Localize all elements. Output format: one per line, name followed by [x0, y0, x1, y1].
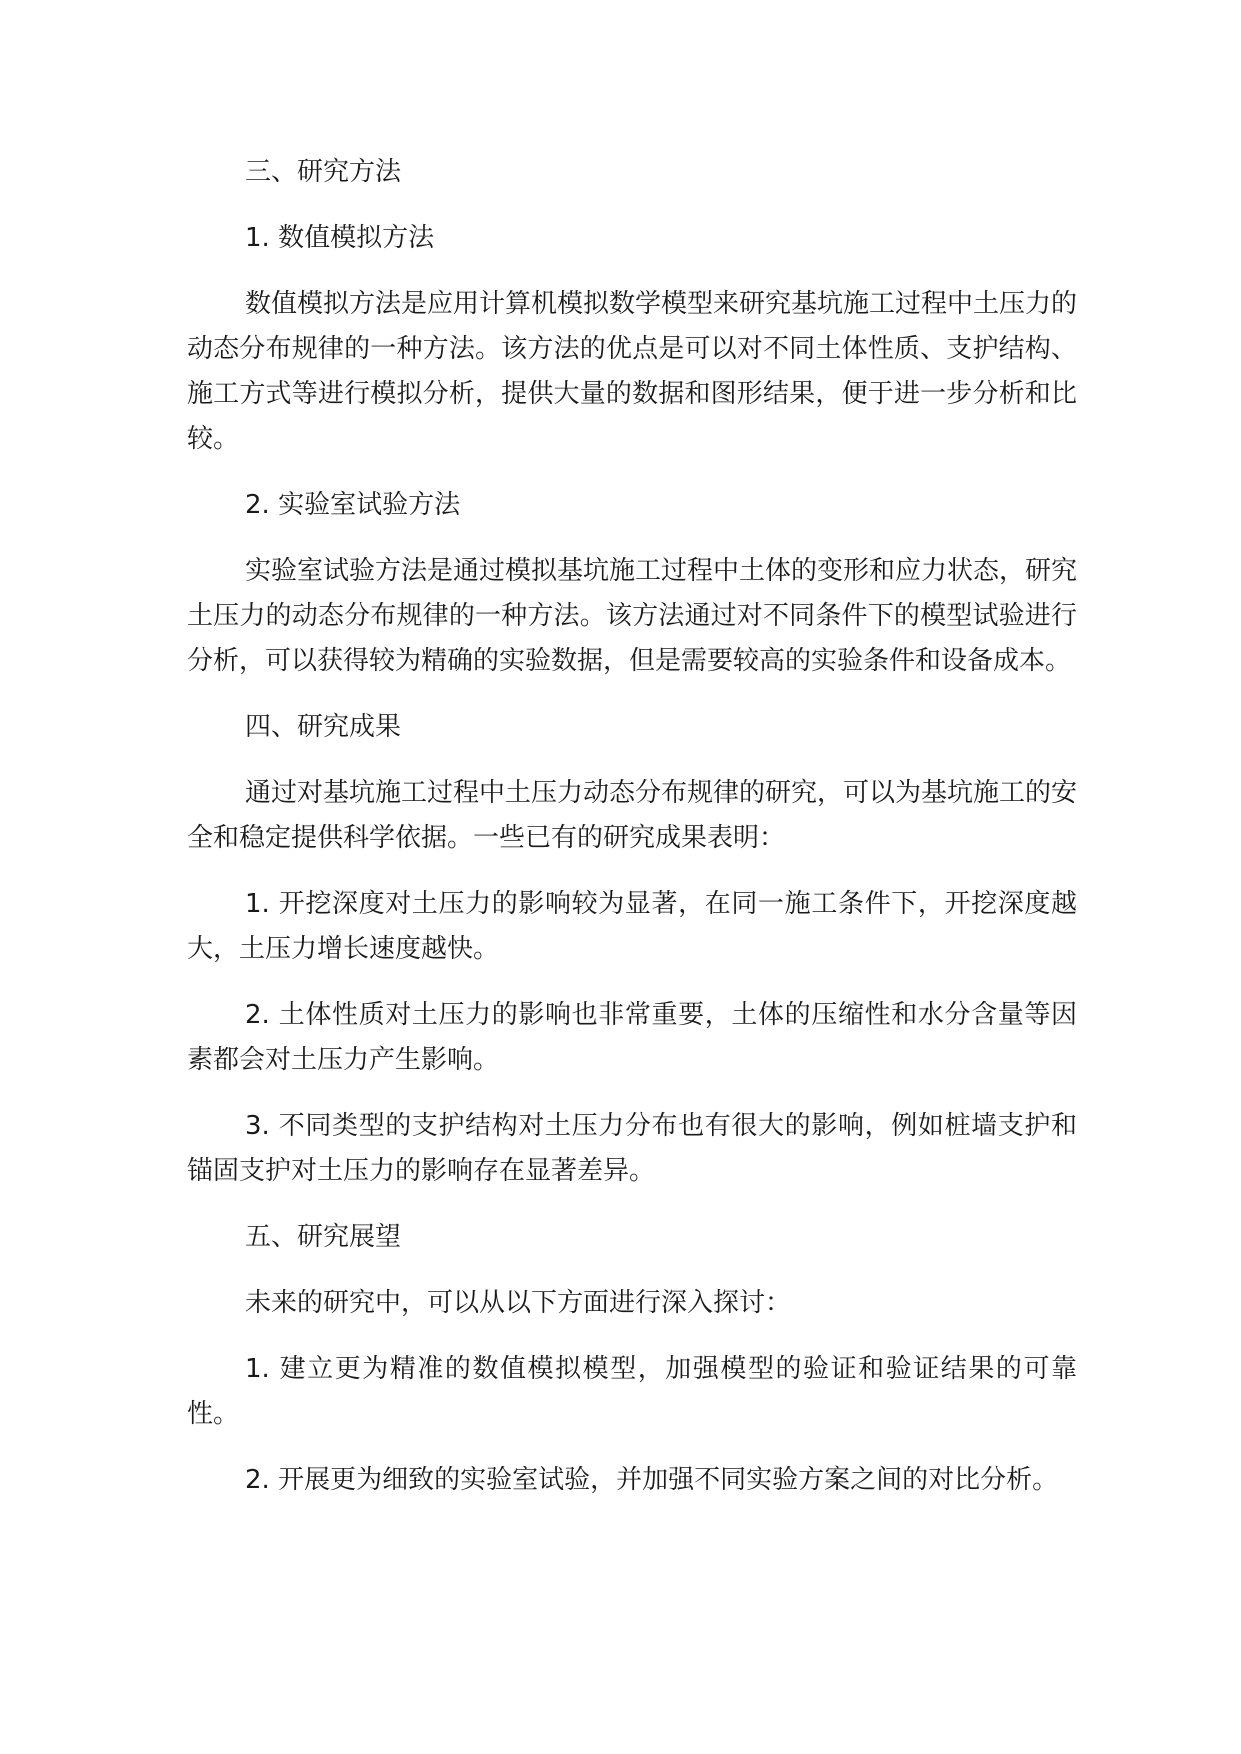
paragraph-result-1: 1. 开挖深度对土压力的影响较为显著，在同一施工条件下，开挖深度越大，土压力增长速度越快。: [187, 889, 1077, 964]
paragraph-outlook-intro: 未来的研究中，可以从以下方面进行深入探讨：: [245, 1288, 792, 1318]
paragraph-result-2: 2. 土体性质对土压力的影响也非常重要，土体的压缩性和水分含量等因素都会对土压力产生影响。: [187, 1000, 1077, 1075]
subheading-numerical-simulation: 1. 数值模拟方法: [245, 223, 435, 253]
paragraph-results-intro: 通过对基坑施工过程中土压力动态分布规律的研究，可以为基坑施工的安全和稳定提供科学依据。一些已有的研究成果表明：: [187, 778, 1078, 853]
paragraph-result-3: 3. 不同类型的支护结构对土压力分布也有很大的影响，例如桩墙支护和锚固支护对土压力的影响存在显著差异。: [187, 1111, 1077, 1186]
paragraph-lab-test: 实验室试验方法是通过模拟基坑施工过程中土体的变形和应力状态，研究土压力的动态分布规律的一种方法。该方法通过对不同条件下的模型试验进行分析，可以获得较为精确的实验数据，但是需要较高的实验条件和设备成本。: [187, 556, 1078, 676]
section-heading-outlook: 五、研究展望: [245, 1222, 402, 1252]
document-page: [187, 150, 1077, 1503]
section-heading-results: 四、研究成果: [245, 712, 402, 742]
paragraph-outlook-2: 2. 开展更为细致的实验室试验，并加强不同实验方案之间的对比分析。: [245, 1465, 1059, 1495]
subheading-lab-test: 2. 实验室试验方法: [245, 490, 461, 520]
section-heading-methods: 三、研究方法: [245, 157, 402, 187]
paragraph-outlook-1: 1. 建立更为精准的数值模拟模型，加强模型的验证和验证结果的可靠性。: [187, 1354, 1077, 1429]
paragraph-numerical-simulation: 数值模拟方法是应用计算机模拟数学模型来研究基坑施工过程中土压力的动态分布规律的一种方法。该方法的优点是可以对不同土体性质、支护结构、施工方式等进行模拟分析，提供大量的数据和图形结果，便于进一步分析和比较。: [187, 289, 1078, 454]
